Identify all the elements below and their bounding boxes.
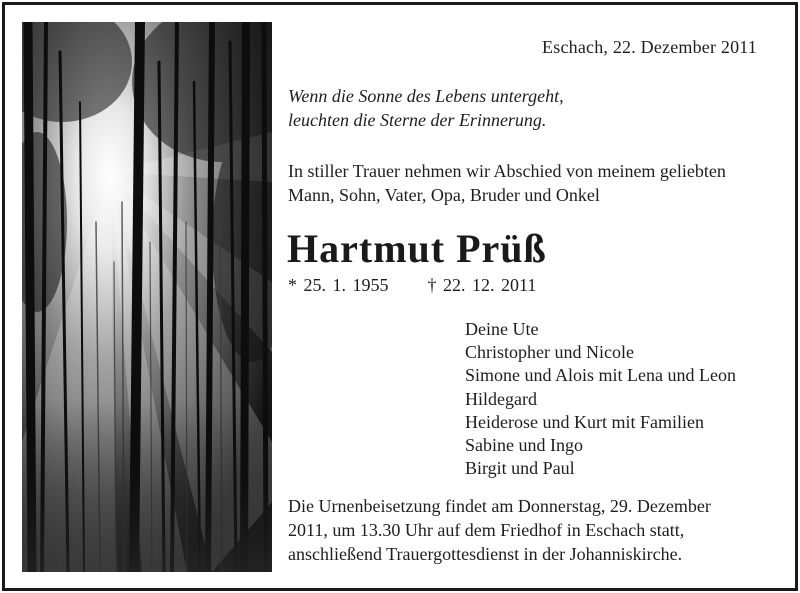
mourners-list bbox=[465, 318, 736, 480]
farewell-intro-line-1: In stiller Trauer nehmen wir Abschied von meinem geliebten bbox=[288, 161, 726, 181]
mourner-entry: Heiderose und Kurt mit Familien bbox=[465, 411, 704, 432]
funeral-announcement bbox=[288, 494, 768, 566]
funeral-line-2: 2011, um 13.30 Uhr auf dem Friedhof in Eschach statt, bbox=[288, 520, 685, 540]
forest-sunbeams-photo bbox=[22, 22, 272, 572]
mourner-entry: Birgit und Paul bbox=[465, 458, 575, 479]
memorial-quote bbox=[288, 84, 564, 132]
mourner-entry: Simone und Alois mit Lena und Leon bbox=[465, 365, 736, 386]
deceased-name: Hartmut Prüß bbox=[287, 226, 547, 271]
memorial-quote-line-1: Wenn die Sonne des Lebens untergeht, bbox=[288, 86, 564, 106]
funeral-line-3: anschließend Trauergottesdienst in der Johanniskirche. bbox=[288, 544, 683, 564]
memorial-quote-line-2: leuchten die Sterne der Erinnerung. bbox=[288, 110, 547, 130]
mourner-entry: Hildegard bbox=[465, 388, 537, 409]
mourner-entry: Sabine und Ingo bbox=[465, 435, 583, 456]
mourner-entry: Christopher und Nicole bbox=[465, 342, 634, 363]
death-cross-symbol: † bbox=[427, 275, 437, 295]
life-dates bbox=[288, 275, 536, 296]
death-date: 22. 12. 2011 bbox=[443, 275, 537, 295]
farewell-intro bbox=[288, 159, 726, 207]
obituary-notice bbox=[2, 2, 798, 591]
farewell-intro-line-2: Mann, Sohn, Vater, Opa, Bruder und Onkel bbox=[288, 185, 600, 205]
birth-date: 25. 1. 1955 bbox=[303, 275, 389, 295]
funeral-line-1: Die Urnenbeisetzung findet am Donnerstag, 29. Dezember bbox=[288, 496, 711, 516]
mourner-entry: Deine Ute bbox=[465, 319, 539, 339]
place-and-date: Eschach, 22. Dezember 2011 bbox=[542, 37, 757, 57]
birth-symbol: * bbox=[288, 275, 297, 295]
